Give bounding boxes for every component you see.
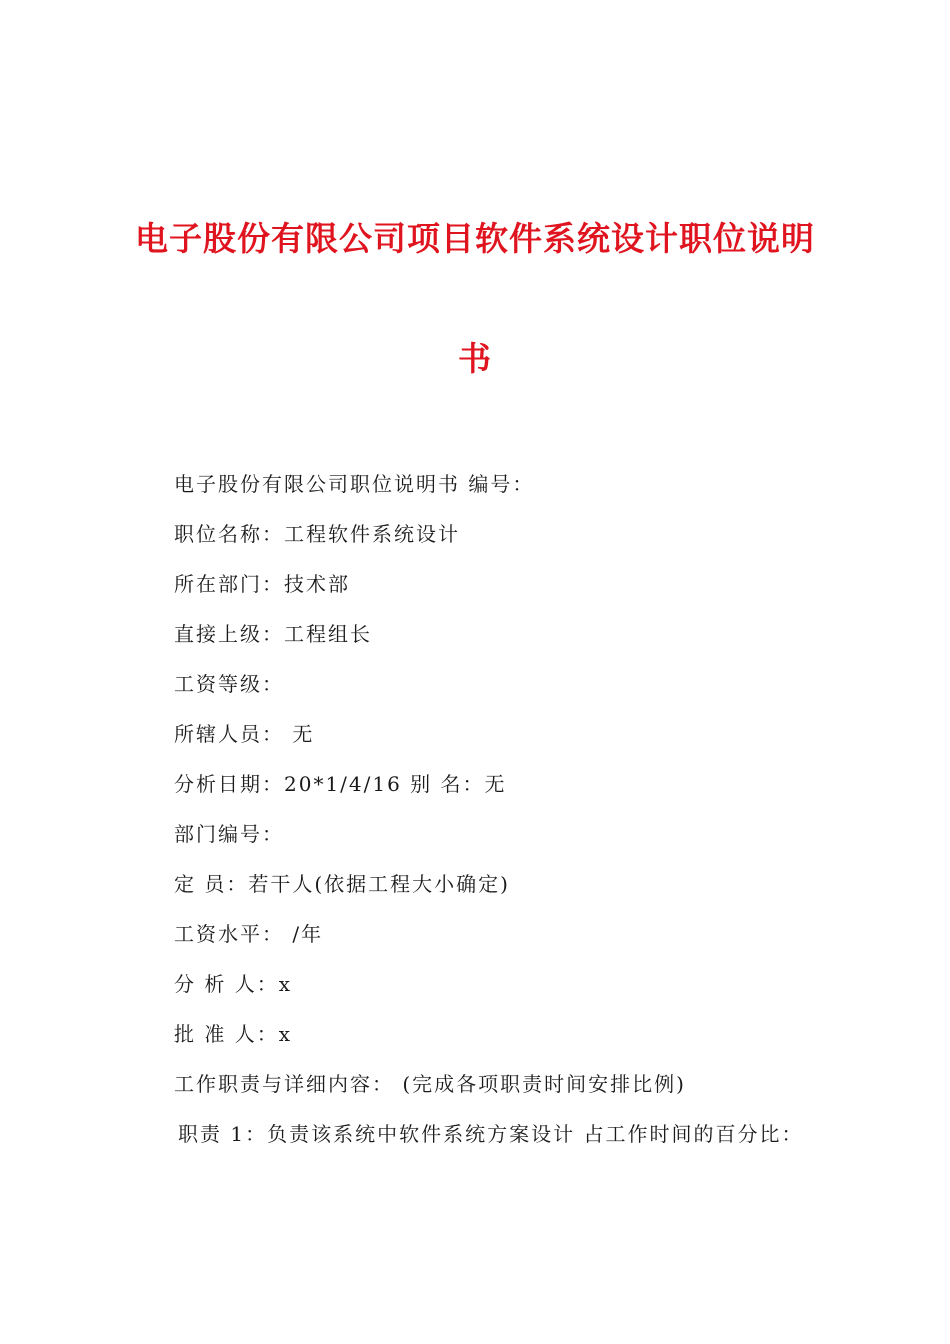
document-body (174, 468, 874, 1168)
doc-line-analyst: 分 析 人：x (174, 972, 292, 996)
doc-line-department-code: 部门编号： (174, 822, 284, 846)
doc-line-duty-1: 职责 1：负责该系统中软件系统方案设计 占工作时间的百分比： (178, 1122, 804, 1146)
document-title: 电子股份有限公司项目软件系统设计职位说明 (135, 219, 815, 258)
doc-line-approver: 批 准 人：x (174, 1022, 292, 1046)
doc-line-salary-level: 工资水平： /年 (174, 922, 324, 946)
doc-line-duties-heading: 工作职责与详细内容： (完成各项职责时间安排比例) (174, 1072, 686, 1096)
doc-line-headcount: 定 员：若干人(依据工程大小确定) (174, 872, 510, 896)
doc-line-salary-grade: 工资等级： (174, 672, 284, 696)
doc-line-position-name: 职位名称：工程软件系统设计 (174, 522, 460, 546)
doc-line-analysis-date: 分析日期：20*1/4/16 别 名：无 (174, 772, 507, 796)
document-title-continuation: 书 (458, 339, 492, 378)
doc-line-supervisor: 直接上级：工程组长 (174, 622, 372, 646)
doc-line-department: 所在部门：技术部 (174, 572, 350, 596)
doc-line-header: 电子股份有限公司职位说明书 编号： (174, 472, 535, 496)
doc-line-subordinates: 所辖人员： 无 (174, 722, 315, 746)
